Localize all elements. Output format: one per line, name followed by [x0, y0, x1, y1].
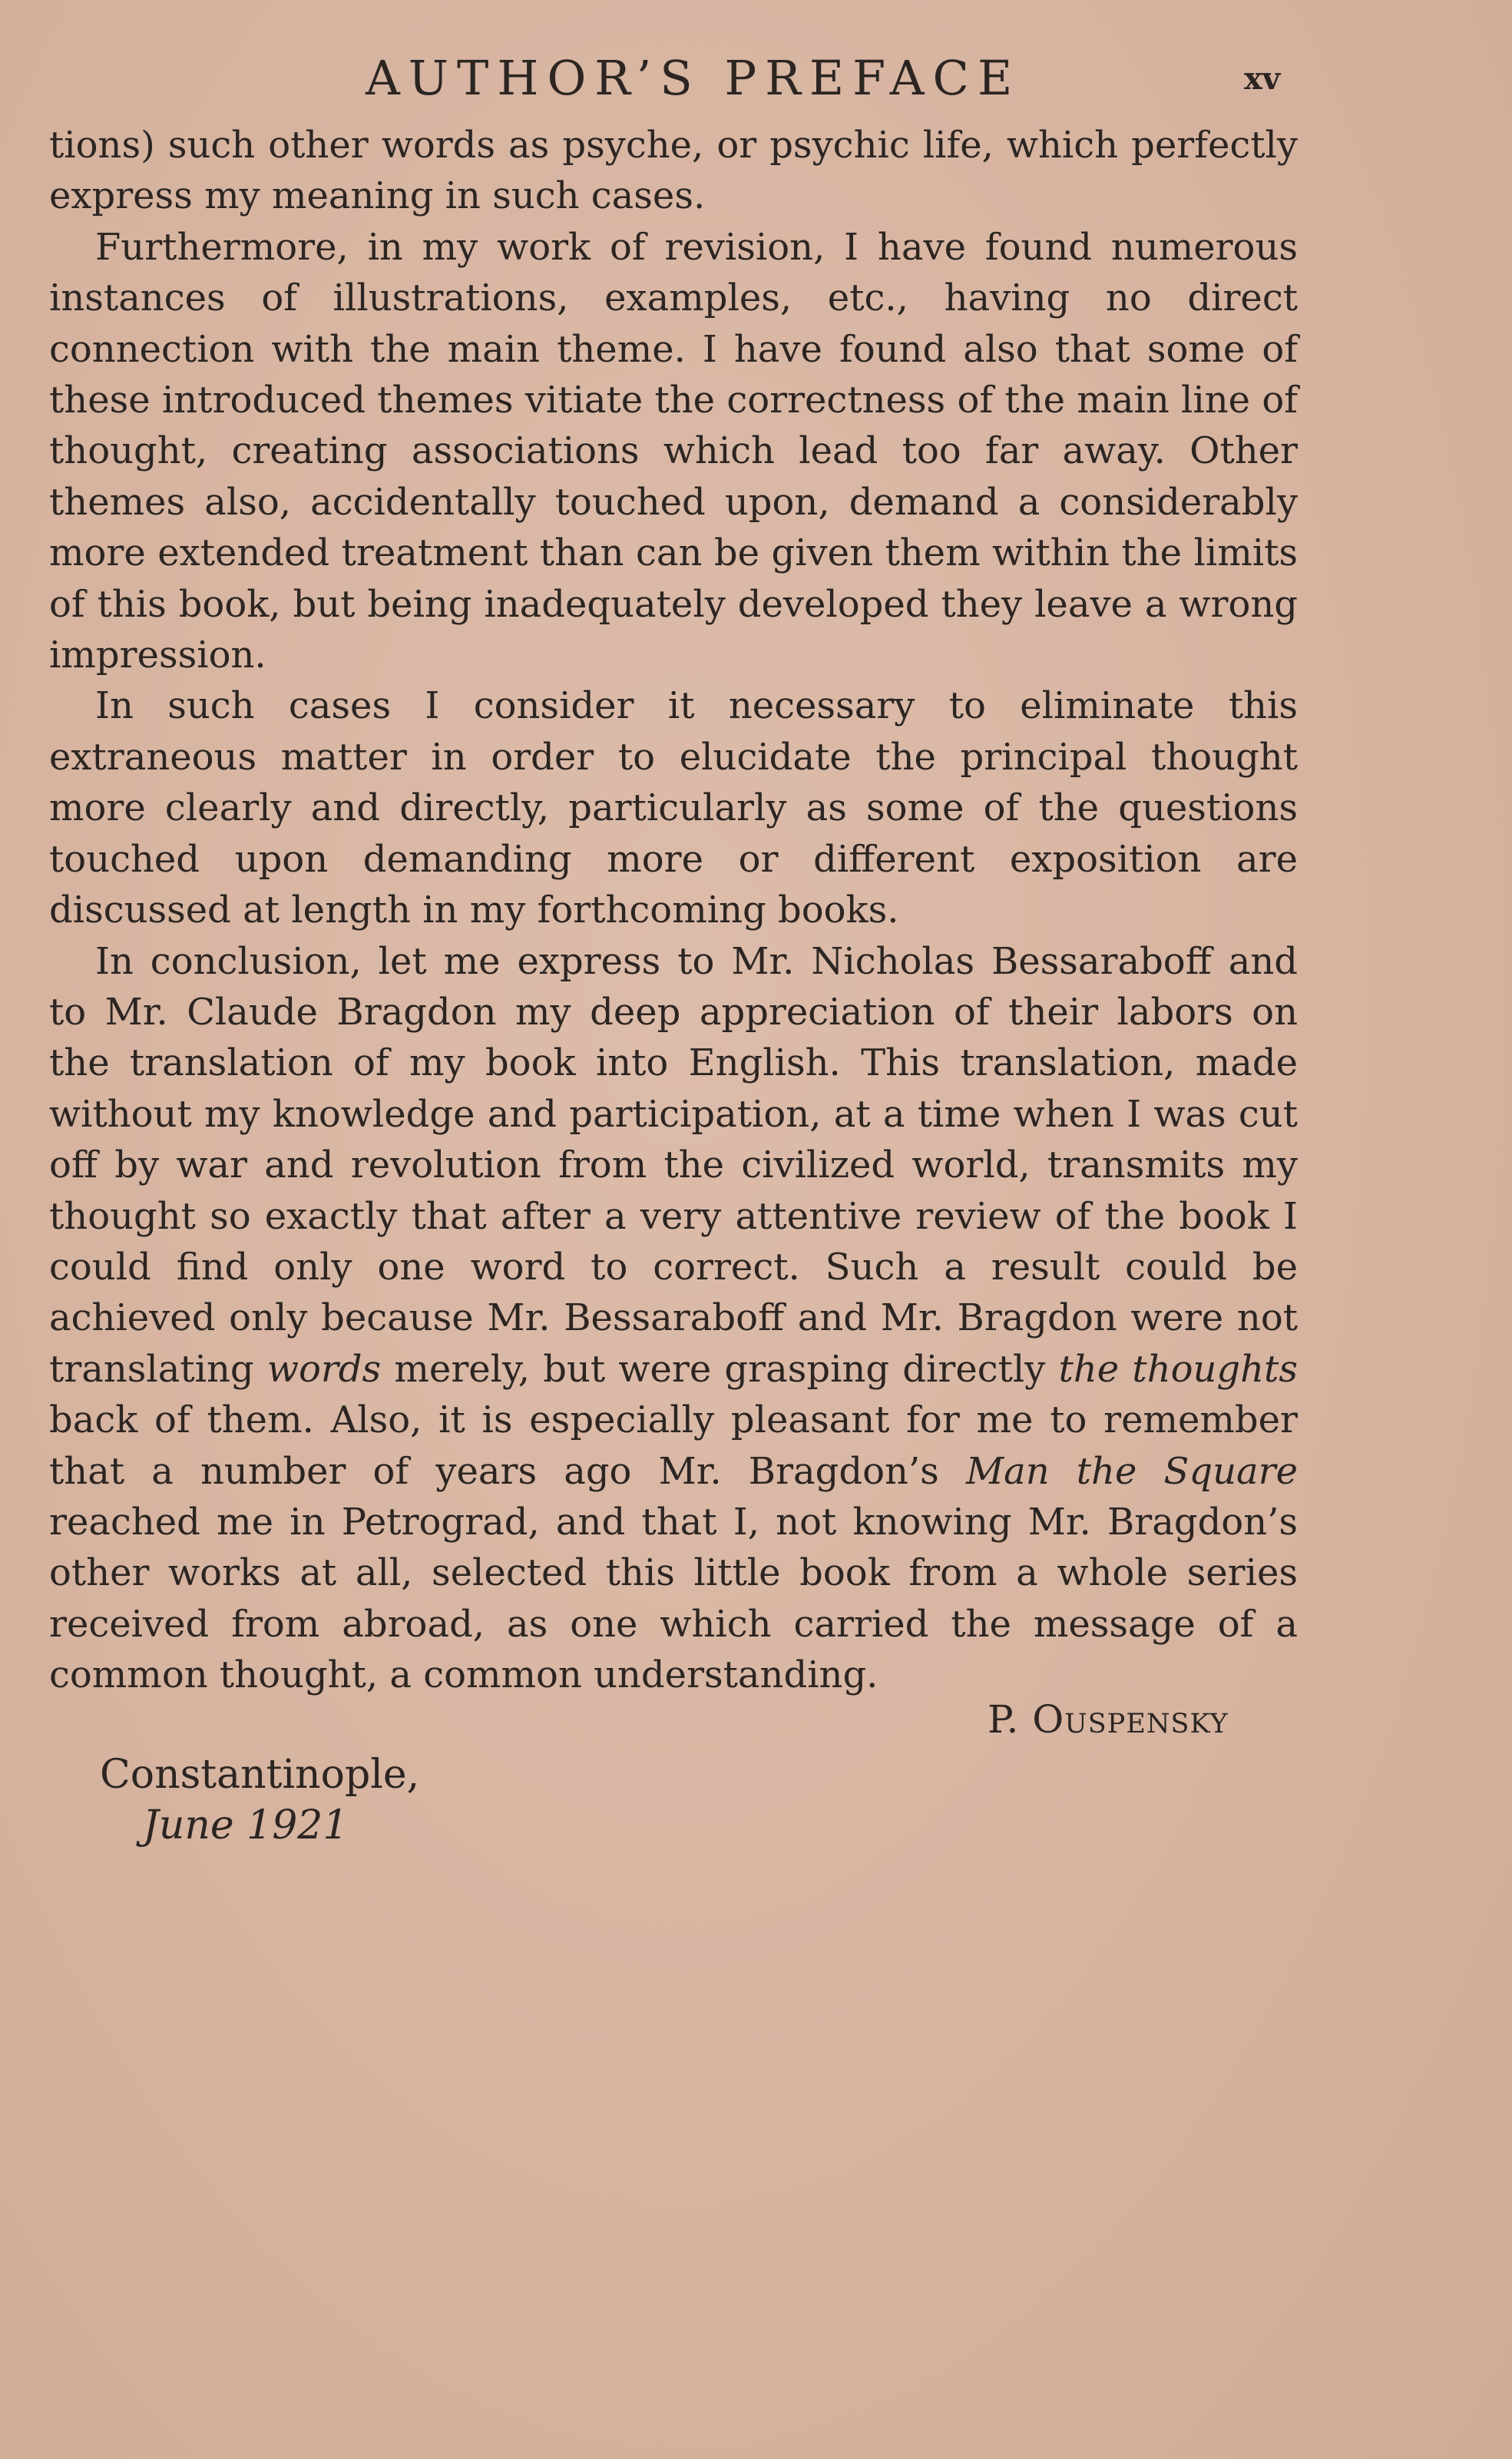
paragraph-4-part-4: reached me in Petrograd, and that I, not knowing Mr. Bragdon’s other works at all, selected this little book from a whole series received from abroad, as one which carried the message of a common thought, a common understanding. — [49, 1500, 1298, 1697]
signoff-place: Constantinople, — [100, 1752, 420, 1798]
paragraph-2: Furthermore, in my work of revision, I have found numerous instances of illustrations, examples, etc., having no direct connection with the main theme. I have found also that some of these introduced themes vitiate the correctness of the main line of thought, creating associations which lead too far away. Other themes also, accidentally touched upon, demand a considerably more extended treatment than can be given them within the limits of this book, but being inadequately developed they leave a wrong impression. — [49, 225, 1298, 677]
chapter-title: AUTHOR’S PREFACE — [366, 50, 1021, 106]
page-number: xv — [1244, 61, 1281, 97]
running-head — [0, 48, 1512, 109]
paragraph-4-part-3: back of them. Also, it is especially pleasant for me to remember that a number of years ago Mr. Bragdon’s — [49, 1398, 1298, 1493]
book-title-man-the-square: Man the Square — [965, 1449, 1298, 1493]
emphasis-words: words — [266, 1347, 382, 1391]
signoff-date: June 1921 — [143, 1802, 349, 1848]
paragraph-4-part-2: merely, but were grasping directly — [394, 1347, 1046, 1391]
body-text — [49, 120, 1298, 1701]
author-signature: P. Ouspensky — [988, 1697, 1229, 1742]
emphasis-the-thoughts: the thoughts — [1058, 1347, 1298, 1391]
paragraph-4-part-1: In conclusion, let me express to Mr. Nicholas Bessaraboff and to Mr. Claude Bragdon my deep appreciation of their labors on the translation of my book into English. This translation, made without my knowledge and participation, at a time when I was cut off by war and revolution from the civilized world, transmits my thought so exactly that after a very attentive review of the book I could find only one word to correct. Such a result could be achieved only because Mr. Bessaraboff and Mr. Bragdon were not translating — [49, 939, 1298, 1391]
paragraph-4 — [49, 936, 1298, 1701]
paragraph-3: In such cases I consider it necessary to eliminate this extraneous matter in order to elucidate the principal thought more clearly and directly, particularly as some of the questions touched upon demanding more or different exposition are discussed at length in my forthcoming books. — [49, 684, 1298, 932]
paragraph-1: tions) such other words as psyche, or psychic life, which perfectly express my meaning in such cases. — [49, 124, 1298, 218]
